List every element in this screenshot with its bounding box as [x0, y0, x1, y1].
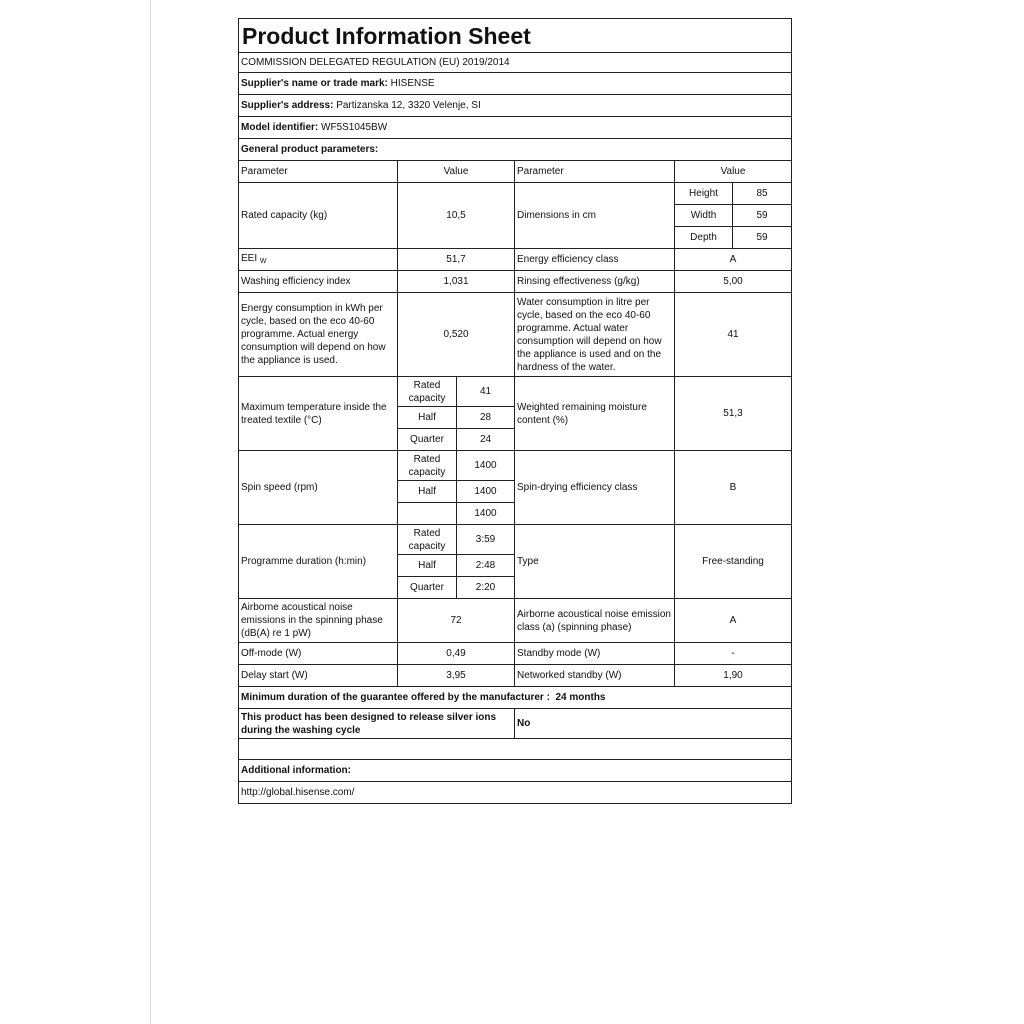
energy-consumption-value: 0,520 [398, 293, 515, 377]
guarantee-row [239, 687, 792, 709]
product-information-sheet [238, 18, 791, 804]
standby-value: - [675, 643, 792, 665]
dimensions-label: Dimensions in cm [515, 183, 675, 249]
noise-value: 72 [398, 599, 515, 643]
info-table [238, 18, 792, 804]
supplier-address-label: Supplier's address: [241, 100, 334, 111]
silver-ions-value: No [515, 709, 792, 739]
type-value: Free-standing [675, 525, 792, 599]
general-params-row [239, 139, 792, 161]
column-header-parameter: Parameter [515, 161, 675, 183]
regulation-text: COMMISSION DELEGATED REGULATION (EU) 2019/2014 [239, 53, 792, 73]
silver-ions-row [239, 709, 792, 739]
load-rated-label: Rated capacity [398, 377, 457, 407]
max-temp-label: Maximum temperature inside the treated textile (°C) [239, 377, 398, 451]
supplier-name-value: HISENSE [390, 78, 435, 89]
energy-class-value: A [675, 249, 792, 271]
empty-row [239, 739, 792, 760]
rated-capacity-label: Rated capacity (kg) [239, 183, 398, 249]
load-quarter-label: Quarter [398, 429, 457, 451]
width-value: 59 [733, 205, 792, 227]
additional-info-label: Additional information: [239, 760, 792, 782]
rinsing-label: Rinsing effectiveness (g/kg) [515, 271, 675, 293]
eei-label: EEI $_W$ [239, 249, 398, 271]
water-consumption-value: 41 [675, 293, 792, 377]
max-temp-quarter: 24 [457, 429, 515, 451]
model-label: Model identifier: [241, 122, 319, 133]
supplier-name-row [239, 73, 792, 95]
off-mode-label: Off-mode (W) [239, 643, 398, 665]
duration-half: 2:48 [457, 555, 515, 577]
load-rated-label: Rated capacity [398, 525, 457, 555]
load-half-label: Half [398, 481, 457, 503]
supplier-address-value: Partizanska 12, 3320 Velenje, SI [336, 100, 481, 111]
depth-label: Depth [675, 227, 733, 249]
table-row [239, 525, 792, 555]
spin-class-value: B [675, 451, 792, 525]
eei-value: 51,7 [398, 249, 515, 271]
load-rated-label: Rated capacity [398, 451, 457, 481]
additional-info-row [239, 760, 792, 782]
title-row [239, 19, 792, 53]
model-value: WF5S1045BW [321, 122, 388, 133]
table-row [239, 249, 792, 271]
table-row [239, 293, 792, 377]
networked-standby-label: Networked standby (W) [515, 665, 675, 687]
general-params-label: General product parameters: [239, 139, 792, 161]
load-half-label: Half [398, 555, 457, 577]
guarantee-label: Minimum duration of the guarantee offered by the manufacturer : [241, 692, 550, 703]
networked-standby-value: 1,90 [675, 665, 792, 687]
delay-start-label: Delay start (W) [239, 665, 398, 687]
noise-label: Airborne acoustical noise emissions in the spinning phase (dB(A) re 1 pW) [239, 599, 398, 643]
additional-info-url[interactable]: http://global.hisense.com/ [239, 782, 792, 804]
duration-rated: 3:59 [457, 525, 515, 555]
table-row [239, 271, 792, 293]
load-half-label: Half [398, 407, 457, 429]
energy-class-label: Energy efficiency class [515, 249, 675, 271]
duration-quarter: 2:20 [457, 577, 515, 599]
spin-speed-rated: 1400 [457, 451, 515, 481]
depth-value: 59 [733, 227, 792, 249]
eei-subscript: W [259, 257, 267, 265]
url-row [239, 782, 792, 804]
load-quarter-label [398, 503, 457, 525]
water-consumption-label: Water consumption in litre per cycle, based on the eco 40-60 programme. Actual water consumption will depend on how the appliance is used and on the hardness of the water. [515, 293, 675, 377]
page-margin-rule [150, 0, 151, 1024]
washing-index-label: Washing efficiency index [239, 271, 398, 293]
column-header-row [239, 161, 792, 183]
table-row [239, 377, 792, 407]
sheet-title: Product Information Sheet [239, 19, 792, 53]
spin-speed-quarter: 1400 [457, 503, 515, 525]
regulation-row [239, 53, 792, 73]
supplier-name-label: Supplier's name or trade mark: [241, 78, 388, 89]
guarantee-value: 24 months [555, 692, 606, 703]
delay-start-value: 3,95 [398, 665, 515, 687]
height-label: Height [675, 183, 733, 205]
height-value: 85 [733, 183, 792, 205]
moisture-label: Weighted remaining moisture content (%) [515, 377, 675, 451]
table-row [239, 183, 792, 205]
energy-consumption-label: Energy consumption in kWh per cycle, based on the eco 40-60 programme. Actual energy consumption will depend on how the appliance is used. [239, 293, 398, 377]
model-row [239, 117, 792, 139]
table-row [239, 643, 792, 665]
noise-class-value: A [675, 599, 792, 643]
rinsing-value: 5,00 [675, 271, 792, 293]
supplier-address-row [239, 95, 792, 117]
washing-index-value: 1,031 [398, 271, 515, 293]
spin-class-label: Spin-drying efficiency class [515, 451, 675, 525]
duration-label: Programme duration (h:min) [239, 525, 398, 599]
table-row [239, 599, 792, 643]
load-quarter-label: Quarter [398, 577, 457, 599]
column-header-value: Value [398, 161, 515, 183]
silver-ions-label: This product has been designed to release silver ions during the washing cycle [239, 709, 515, 739]
max-temp-half: 28 [457, 407, 515, 429]
spin-speed-half: 1400 [457, 481, 515, 503]
type-label: Type [515, 525, 675, 599]
column-header-parameter: Parameter [239, 161, 398, 183]
rated-capacity-value: 10,5 [398, 183, 515, 249]
column-header-value: Value [675, 161, 792, 183]
noise-class-label: Airborne acoustical noise emission class (a) (spinning phase) [515, 599, 675, 643]
table-row [239, 665, 792, 687]
max-temp-rated: 41 [457, 377, 515, 407]
off-mode-value: 0,49 [398, 643, 515, 665]
moisture-value: 51,3 [675, 377, 792, 451]
table-row [239, 451, 792, 481]
spin-speed-label: Spin speed (rpm) [239, 451, 398, 525]
width-label: Width [675, 205, 733, 227]
standby-label: Standby mode (W) [515, 643, 675, 665]
